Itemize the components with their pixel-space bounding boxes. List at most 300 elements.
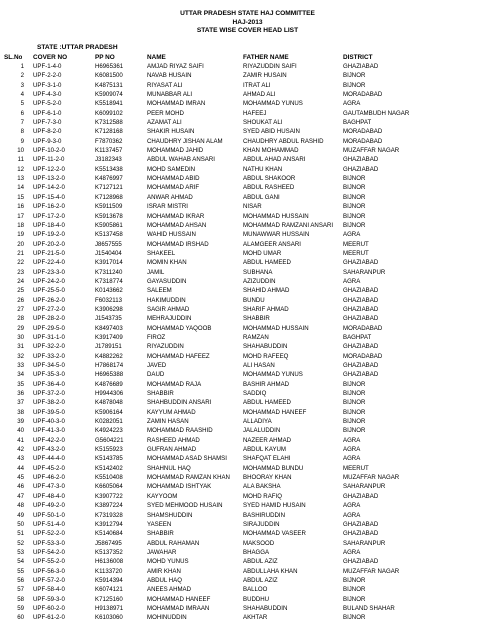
cell-pp-no: K3906298 <box>95 305 123 313</box>
cell-father-name: ABDUL AZIZ <box>243 558 278 566</box>
table-row <box>0 202 495 211</box>
cell-cover-no: UPF-9-3-0 <box>33 137 62 145</box>
cell-father-name: ITRAT ALI <box>243 81 271 89</box>
cell-cover-no: UPF-39-5-0 <box>33 408 65 416</box>
cell-pp-no: K7318774 <box>95 277 123 285</box>
cell-name: RIYAZUDDIN <box>147 343 184 351</box>
cell-cover-no: UPF-14-2-0 <box>33 184 65 192</box>
table-body <box>0 62 495 623</box>
cell-sl-no: 9 <box>20 137 24 145</box>
cell-cover-no: UPF-57-2-0 <box>33 576 65 584</box>
cell-father-name: MOHD UMAR <box>243 249 282 257</box>
cell-pp-no: K5911509 <box>95 203 123 211</box>
cell-name: DAUD <box>147 371 165 379</box>
cell-district: GHAZIABAD <box>343 362 379 369</box>
cell-sl-no: 30 <box>17 333 24 341</box>
cell-cover-no: UPF-5-2-0 <box>33 100 62 108</box>
cell-name: MOHAMMAD AHSAN <box>147 221 207 229</box>
table-row <box>0 557 495 566</box>
cell-pp-no: K4924223 <box>95 427 123 435</box>
table-row <box>0 268 495 277</box>
cell-father-name: RAMZAN <box>243 333 269 341</box>
cell-pp-no: K8497403 <box>95 324 123 332</box>
cell-pp-no: K6099102 <box>95 109 123 117</box>
cell-name: MOHAMMAD YAQOOB <box>147 324 212 332</box>
cell-sl-no: 15 <box>17 193 24 201</box>
cell-father-name: NAZEER AHMAD <box>243 436 292 444</box>
cell-sl-no: 53 <box>17 548 24 556</box>
cell-father-name: ALAMGEER ANSARI <box>243 240 301 248</box>
cell-district: BIJNOR <box>343 427 366 435</box>
cell-district: BAGHPAT <box>343 119 372 127</box>
cell-name: MEHRAJUDDIN <box>147 315 192 323</box>
cell-sl-no: 51 <box>17 530 24 538</box>
document-subtitle-year: HAJ-2013 <box>232 18 263 26</box>
cell-pp-no: K1137457 <box>95 147 123 155</box>
cell-cover-no: UPF-16-2-0 <box>33 203 65 211</box>
cell-district: MORADABAD <box>343 91 383 99</box>
table-row <box>0 520 495 529</box>
cell-cover-no: UPF-42-2-0 <box>33 436 65 444</box>
cell-father-name: SHAHABUDDIN <box>243 343 288 351</box>
cell-sl-no: 20 <box>17 240 24 248</box>
cell-name: KAYYOOM <box>147 492 178 500</box>
cell-name: MOHAMMAD ABID <box>147 175 200 183</box>
table-row <box>0 155 495 164</box>
cell-name: ZAMIN HASAN <box>147 418 189 426</box>
table-row <box>0 258 495 267</box>
cell-pp-no: H7868174 <box>95 362 124 369</box>
cell-district: BIJNOR <box>343 390 366 398</box>
cell-sl-no: 12 <box>17 165 24 173</box>
cell-district: GHAZIABAD <box>343 492 379 500</box>
cell-pp-no: J1789151 <box>95 343 122 351</box>
cell-name: GAYASUDDIN <box>147 277 187 285</box>
cell-cover-no: UPF-3-1-0 <box>33 81 62 89</box>
cell-name: KAYYUM AHMAD <box>147 408 196 416</box>
cell-district: MEERUT <box>343 464 369 472</box>
cell-cover-no: UPF-10-2-0 <box>33 147 65 155</box>
cell-district: AGRA <box>343 446 361 454</box>
table-row <box>0 352 495 361</box>
cell-name: MOHD YUNUS <box>147 558 189 566</box>
cell-name: RASHEED AHMAD <box>147 436 200 444</box>
cell-pp-no: K4878048 <box>95 399 123 407</box>
table-row <box>0 296 495 305</box>
cell-pp-no: K5137352 <box>95 548 123 556</box>
cell-sl-no: 39 <box>17 418 24 426</box>
cell-name: MOHAMMAD RAASHID <box>147 427 213 435</box>
cell-district: GHAZIABAD <box>343 530 379 538</box>
cell-pp-no: H6965388 <box>95 371 124 379</box>
cell-sl-no: 31 <box>17 343 24 351</box>
cell-father-name: MOHAMMAD VASEER <box>243 530 306 538</box>
table-row <box>0 398 495 407</box>
cell-pp-no: K7128168 <box>95 128 123 136</box>
cell-cover-no: UPF-50-1-0 <box>33 511 65 519</box>
cell-district: GHAZIABAD <box>343 63 379 70</box>
cell-name: MOHAMMAD IRSHAD <box>147 240 209 248</box>
cell-cover-no: UPF-46-2-0 <box>33 474 65 482</box>
cell-district: BIJNOR <box>343 380 366 388</box>
cell-district: BIJNOR <box>343 576 366 584</box>
table-header <box>0 53 495 62</box>
cell-name: SHAKEEL <box>147 249 176 257</box>
state-label: STATE :UTTAR PRADESH <box>37 44 118 51</box>
cell-pp-no: J3182343 <box>95 156 122 164</box>
document-title: UTTAR PRADESH STATE HAJ COMMITTEE <box>180 10 315 17</box>
cell-name: PEER MOHD <box>147 109 184 117</box>
cell-father-name: ABDUL RASHEED <box>243 184 295 192</box>
cell-pp-no: K5909074 <box>95 91 123 99</box>
cell-father-name: SHAFQAT ELAHI <box>243 455 291 463</box>
cell-father-name: MOHAMMAD BUNDU <box>243 464 304 472</box>
cell-sl-no: 25 <box>17 287 24 295</box>
table-row <box>0 595 495 604</box>
cell-cover-no: UPF-55-2-0 <box>33 558 65 566</box>
cell-pp-no: J5867495 <box>95 539 122 547</box>
cell-sl-no: 13 <box>17 175 24 183</box>
cell-pp-no: K4882262 <box>95 352 123 360</box>
cell-pp-no: K3917014 <box>95 259 123 267</box>
table-row <box>0 193 495 202</box>
document-subtitle-list: STATE WISE COVER HEAD LIST <box>196 27 299 34</box>
cell-district: GHAZIABAD <box>343 520 379 528</box>
cell-father-name: HAFEEJ <box>243 109 267 117</box>
cell-cover-no: UPF-26-2-0 <box>33 296 65 304</box>
cell-sl-no: 8 <box>20 128 24 136</box>
cell-name: SYED MEHMOOD HUSAIN <box>147 502 223 510</box>
cell-cover-no: UPF-1-4-0 <box>33 63 62 70</box>
cell-cover-no: UPF-18-4-0 <box>33 221 65 229</box>
cell-district: GHAZIABAD <box>343 287 379 295</box>
cell-pp-no: K1133720 <box>95 567 123 575</box>
cell-pp-no: F6032113 <box>95 296 122 304</box>
cell-father-name: BASHIRUDDIN <box>243 511 285 519</box>
cell-sl-no: 28 <box>17 315 24 323</box>
cell-sl-no: 1 <box>20 63 24 70</box>
cell-district: SAHARANPUR <box>343 539 386 547</box>
cell-sl-no: 21 <box>17 249 24 257</box>
cell-cover-no: UPF-48-4-0 <box>33 492 65 500</box>
cell-name: MOHAMMAD HAFEEZ <box>147 352 210 360</box>
table-row <box>0 501 495 510</box>
cell-name: FIROZ <box>147 333 166 341</box>
cell-district: MUZAFFAR NAGAR <box>343 567 400 575</box>
cell-name: ISRAR MISTRI <box>147 203 188 211</box>
cell-pp-no: K5518941 <box>95 100 123 108</box>
cell-pp-no: K5913678 <box>95 212 123 220</box>
cell-father-name: MUNAWWAR HUSSAIN <box>243 231 310 239</box>
column-header-sl-no: SL.No <box>4 54 23 61</box>
cell-district: AGRA <box>343 100 361 108</box>
cell-father-name: MOHAMMAD HUSSAIN <box>243 324 309 332</box>
cell-pp-no: K7127121 <box>95 184 123 192</box>
table-row <box>0 99 495 108</box>
cell-district: BIJNOR <box>343 175 366 183</box>
cell-name: SHABBIR <box>147 530 174 538</box>
cell-name: ANWAR AHMAD <box>147 193 193 201</box>
cell-name: JAMIL <box>147 268 165 276</box>
cell-sl-no: 34 <box>17 371 24 379</box>
cell-sl-no: 55 <box>17 567 24 575</box>
table-row <box>0 240 495 249</box>
cell-name: AMIR KHAN <box>147 567 181 575</box>
cell-cover-no: UPF-15-4-0 <box>33 193 65 201</box>
cell-district: MEERUT <box>343 249 369 257</box>
table-row <box>0 445 495 454</box>
table-row <box>0 380 495 389</box>
column-header-father-name: FATHER NAME <box>243 54 289 61</box>
table-row <box>0 436 495 445</box>
cell-district: AGRA <box>343 277 361 285</box>
cell-district: GHAZIABAD <box>343 558 379 566</box>
cell-name: SHABBIR <box>147 390 174 398</box>
cell-cover-no: UPF-22-4-0 <box>33 259 65 267</box>
cell-father-name: NISAR <box>243 203 262 211</box>
cell-sl-no: 49 <box>17 511 24 519</box>
table-row <box>0 492 495 501</box>
cell-district: AGRA <box>343 455 361 463</box>
cell-sl-no: 35 <box>17 380 24 388</box>
column-header-district: DISTRICT <box>343 54 373 61</box>
table-row <box>0 482 495 491</box>
table-row <box>0 585 495 594</box>
cell-cover-no: UPF-12-2-0 <box>33 165 65 173</box>
cell-name: AMJAD RIYAZ SAIFI <box>147 63 204 70</box>
table-row <box>0 548 495 557</box>
cell-pp-no: K5914394 <box>95 576 123 584</box>
cell-pp-no: H6965361 <box>95 63 124 70</box>
cell-father-name: ABDUL KAYUM <box>243 446 287 454</box>
cell-district: GHAZIABAD <box>343 343 379 351</box>
cell-pp-no: K7125160 <box>95 595 123 603</box>
cell-name: SHAKIR HUSAIN <box>147 128 195 136</box>
cell-sl-no: 41 <box>17 436 24 444</box>
cell-district: BIJNOR <box>343 212 366 220</box>
cell-name: ANEES AHMAD <box>147 586 192 594</box>
table-row <box>0 212 495 221</box>
cell-sl-no: 7 <box>20 119 24 127</box>
cell-sl-no: 45 <box>17 474 24 482</box>
cell-district: GHAZIABAD <box>343 259 379 267</box>
cell-district: GHAZIABAD <box>343 296 379 304</box>
cell-name: MOHINUDDIN <box>147 614 187 622</box>
cell-name: SHAHNUL HAQ <box>147 464 191 472</box>
cell-sl-no: 44 <box>17 464 24 472</box>
cell-pp-no: K6103060 <box>95 614 123 622</box>
cell-father-name: SIRAJUDDIN <box>243 520 280 528</box>
cell-father-name: AHMAD ALI <box>243 91 276 99</box>
cell-name: SALEEM <box>147 287 172 295</box>
cell-pp-no: H9944306 <box>95 390 124 398</box>
table-row <box>0 324 495 333</box>
cell-pp-no: K5906164 <box>95 408 123 416</box>
table-row <box>0 137 495 146</box>
cell-name: MOHAMMAD ISHTYAK <box>147 483 212 491</box>
cell-district: AGRA <box>343 502 361 510</box>
cell-cover-no: UPF-37-2-0 <box>33 390 65 398</box>
cell-pp-no: K7311240 <box>95 268 123 276</box>
cell-sl-no: 40 <box>17 427 24 435</box>
cell-sl-no: 6 <box>20 109 24 117</box>
cell-cover-no: UPF-27-2-0 <box>33 305 65 313</box>
table-row <box>0 305 495 314</box>
cell-name: SHAHBUDDIN ANSARI <box>147 399 212 407</box>
cell-cover-no: UPF-25-5-0 <box>33 287 65 295</box>
table-row <box>0 361 495 370</box>
table-row <box>0 567 495 576</box>
cell-father-name: SHOUKAT ALI <box>243 119 283 127</box>
cell-district: BIJNOR <box>343 193 366 201</box>
cell-sl-no: 43 <box>17 455 24 463</box>
cell-district: BIJNOR <box>343 418 366 426</box>
column-header-name: NAME <box>147 54 166 61</box>
cell-name: MOHAMMAD JAHID <box>147 147 204 155</box>
cell-father-name: ABDUL AHAD ANSARI <box>243 156 306 164</box>
cell-sl-no: 59 <box>17 604 24 612</box>
table-row <box>0 539 495 548</box>
cell-sl-no: 14 <box>17 184 24 192</box>
cell-cover-no: UPF-49-2-0 <box>33 502 65 510</box>
cell-cover-no: UPF-29-5-0 <box>33 324 65 332</box>
cell-district: BIJNOR <box>343 614 366 622</box>
cell-pp-no: K4875131 <box>95 81 123 89</box>
column-header-cover-no: COVER NO <box>33 54 68 61</box>
cell-father-name: JALALUDDIN <box>243 427 281 435</box>
cell-father-name: BUDDHU <box>243 595 270 603</box>
cell-district: MORADABAD <box>343 137 383 145</box>
cell-sl-no: 22 <box>17 259 24 267</box>
cell-pp-no: K3907722 <box>95 492 123 500</box>
table-row <box>0 62 495 71</box>
cell-father-name: BUNDU <box>243 296 265 304</box>
cell-father-name: ABDUL GANI <box>243 193 280 201</box>
cell-cover-no: UPF-6-1-0 <box>33 109 62 117</box>
table-row <box>0 90 495 99</box>
cell-sl-no: 19 <box>17 231 24 239</box>
cell-cover-no: UPF-8-2-0 <box>33 128 62 136</box>
cell-cover-no: UPF-51-4-0 <box>33 520 65 528</box>
cell-district: BAGHPAT <box>343 333 372 341</box>
table-row <box>0 109 495 118</box>
cell-father-name: SYED ABID HUSAIN <box>243 128 300 136</box>
cell-pp-no: K7312588 <box>95 119 123 127</box>
cell-cover-no: UPF-45-2-0 <box>33 464 65 472</box>
cell-cover-no: UPF-23-3-0 <box>33 268 65 276</box>
table-row <box>0 174 495 183</box>
cell-sl-no: 37 <box>17 399 24 407</box>
cell-sl-no: 10 <box>17 147 24 155</box>
table-row <box>0 71 495 80</box>
cell-name: MOHAMMAD IMRAN <box>147 100 206 108</box>
cell-father-name: SHARIF AHMAD <box>243 305 289 313</box>
cell-name: MUNABBAR ALI <box>147 91 193 99</box>
cell-district: BIJNOR <box>343 184 366 192</box>
cell-pp-no: K6605064 <box>95 483 123 491</box>
cell-cover-no: UPF-36-4-0 <box>33 380 65 388</box>
cell-cover-no: UPF-32-2-0 <box>33 343 65 351</box>
cell-father-name: ABDUL AZIZ <box>243 576 278 584</box>
cell-sl-no: 17 <box>17 212 24 220</box>
cell-sl-no: 38 <box>17 408 24 416</box>
table-row <box>0 389 495 398</box>
cell-pp-no: K3912794 <box>95 520 123 528</box>
cell-district: MORADABAD <box>343 352 383 360</box>
cell-father-name: MOHD RAFIQ <box>243 492 282 500</box>
cell-cover-no: UPF-24-2-0 <box>33 277 65 285</box>
cell-name: MOHAMMAD IKRAR <box>147 212 205 220</box>
cell-cover-no: UPF-28-2-0 <box>33 315 65 323</box>
cell-district: GHAZIABAD <box>343 371 379 379</box>
cell-name: MOHD SAMEDIN <box>147 165 196 173</box>
cell-name: MOHAMMAD ASAD SHAMSI <box>147 455 227 463</box>
cell-district: MORADABAD <box>343 324 383 332</box>
cell-pp-no: F7870362 <box>95 137 123 145</box>
cell-sl-no: 58 <box>17 595 24 603</box>
cell-name: NAVAB HUSAIN <box>147 72 192 80</box>
cell-pp-no: K0282051 <box>95 418 123 426</box>
cell-cover-no: UPF-59-3-0 <box>33 595 65 603</box>
cell-cover-no: UPF-52-2-0 <box>33 530 65 538</box>
cell-district: GAUTAMBUDH NAGAR <box>343 109 410 117</box>
cell-district: AGRA <box>343 436 361 444</box>
cell-father-name: SHAHID AHMAD <box>243 287 290 295</box>
cell-pp-no: K6081500 <box>95 72 123 80</box>
cell-father-name: ALI HASAN <box>243 362 275 369</box>
cell-pp-no: J1543735 <box>95 315 122 323</box>
table-row <box>0 118 495 127</box>
cell-sl-no: 42 <box>17 446 24 454</box>
cell-district: BIJNOR <box>343 81 366 89</box>
cell-father-name: ABDUL SHAKOOR <box>243 175 296 183</box>
cell-name: HAKIMUDDIN <box>147 296 186 304</box>
table-row <box>0 127 495 136</box>
cell-pp-no: K7128968 <box>95 193 123 201</box>
cell-father-name: NATHU KHAN <box>243 165 283 173</box>
cell-cover-no: UPF-58-4-0 <box>33 586 65 594</box>
cell-father-name: MOHAMMAD HUSSAIN <box>243 212 309 220</box>
cell-pp-no: K5155923 <box>95 446 123 454</box>
cell-father-name: SYED HAMID HUSAIN <box>243 502 306 510</box>
cell-name: ABDUL HAQ <box>147 576 182 584</box>
cell-sl-no: 4 <box>20 91 24 99</box>
cell-sl-no: 47 <box>17 492 24 500</box>
cell-father-name: MOHAMMAD YUNUS <box>243 100 303 108</box>
cell-district: GHAZIABAD <box>343 156 379 164</box>
cell-district: SAHARANPUR <box>343 483 386 491</box>
cell-father-name: MOHD RAFEEQ <box>243 352 289 360</box>
cell-name: CHAUDHRY JISHAN ALAM <box>147 137 223 145</box>
cell-father-name: BHOORAY KHAN <box>243 474 292 482</box>
cell-father-name: ALA BAKSHA <box>243 483 281 491</box>
cell-father-name: MOHAMMAD RAMZANI ANSARI <box>243 221 334 229</box>
table-row <box>0 576 495 585</box>
cell-father-name: ABDUL HAMEED <box>243 399 291 407</box>
cell-sl-no: 50 <box>17 520 24 528</box>
cell-cover-no: UPF-34-5-0 <box>33 362 65 369</box>
cell-cover-no: UPF-21-5-0 <box>33 249 65 257</box>
cell-sl-no: 52 <box>17 539 24 547</box>
cell-name: YASEEN <box>147 520 172 528</box>
cell-pp-no: K5513438 <box>95 165 123 173</box>
cell-father-name: BALLOO <box>243 586 268 594</box>
cell-pp-no: K3917409 <box>95 333 123 341</box>
cell-father-name: MOHAMMAD HANEEF <box>243 408 307 416</box>
cell-pp-no: K5140684 <box>95 530 123 538</box>
cell-pp-no: K5142402 <box>95 464 123 472</box>
cell-cover-no: UPF-61-2-0 <box>33 614 65 622</box>
